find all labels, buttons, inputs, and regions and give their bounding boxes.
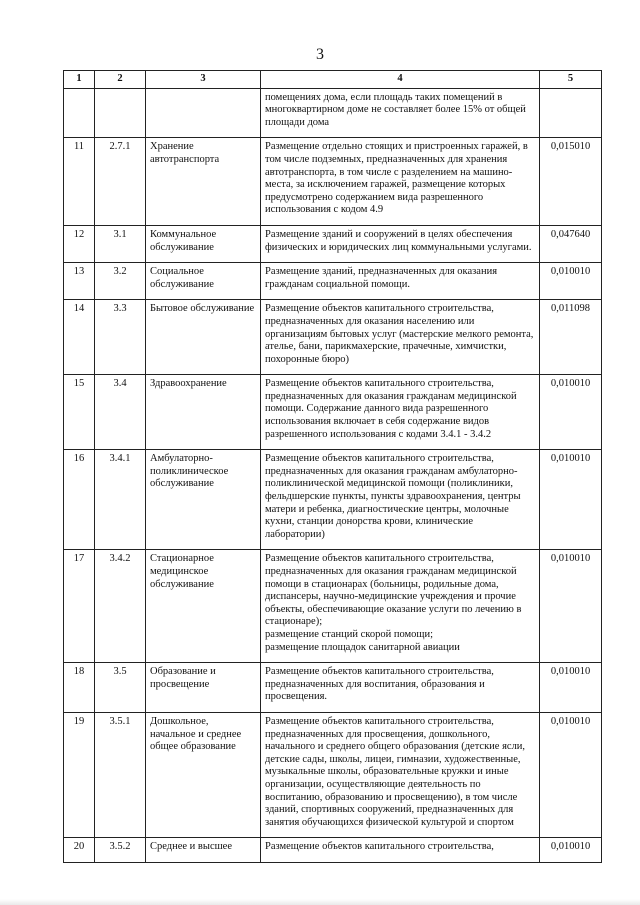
cell-name: Образование и просвещение	[146, 663, 261, 713]
cell-description: Размещение объектов капитального строительства, предназначенных для оказания гражданам медицинской помощи в стационарах (больницы, родильные дома, диспансеры, научно-медицинские учреждения и прочие объекты, обеспечивающие оказание услуги по лечению в стационаре); размещение станций скорой помощи; размещение площадок санитарной авиации	[261, 550, 540, 663]
cell-name: Здравоохранение	[146, 375, 261, 450]
column-header: 4	[261, 71, 540, 89]
cell-value: 0,010010	[540, 712, 602, 837]
cell-code: 3.5.2	[95, 838, 146, 863]
cell-description: Размещение объектов капитального строительства, предназначенных для просвещения, дошкольного, начального и среднего общего образования (детские ясли, детские сады, школы, лицеи, гимназии, художественные, музыкальные школы, образовательные кружки и иные организации, осуществляющие деятельность по воспитанию, образованию и просвещению), в том числе зданий, спортивных сооружений, предназначенных для занятия обучающихся физической культурой и спортом	[261, 712, 540, 837]
cell-num: 16	[64, 450, 95, 550]
cell-value: 0,010010	[540, 450, 602, 550]
cell-description: Размещение объектов капитального строительства, предназначенных для оказания гражданам амбулаторно-поликлинической медицинской помощи (поликлиники, фельдшерские пункты, пункты здравоохранения, центры матери и ребенка, диагностические центры, молочные кухни, станции донорства крови, клинические лаборатории)	[261, 450, 540, 550]
table-row	[64, 263, 602, 300]
cell-description: Размещение объектов капитального строительства,	[261, 838, 540, 863]
cell-code	[95, 88, 146, 138]
cell-code: 3.4.2	[95, 550, 146, 663]
cell-num: 12	[64, 225, 95, 262]
page-number: 3	[316, 46, 324, 63]
cell-num: 20	[64, 838, 95, 863]
scan-edge	[0, 899, 640, 905]
cell-name: Коммунальное обслуживание	[146, 225, 261, 262]
column-header: 3	[146, 71, 261, 89]
cell-description: Размещение отдельно стоящих и пристроенных гаражей, в том числе подземных, предназначенных для хранения автотранспорта, в том числе с разделением на машино-места, за исключением гаражей, размещение которых предусмотрено содержанием вида разрешенного использования с кодом 4.9	[261, 138, 540, 226]
cell-value: 0,010010	[540, 550, 602, 663]
cell-code: 3.5.1	[95, 712, 146, 837]
cell-num: 19	[64, 712, 95, 837]
cell-name: Бытовое обслуживание	[146, 300, 261, 375]
cell-value: 0,011098	[540, 300, 602, 375]
table-row	[64, 225, 602, 262]
table-row	[64, 712, 602, 837]
cell-description: помещениях дома, если площадь таких помещений в многоквартирном доме не составляет более 15% от общей площади дома	[261, 88, 540, 138]
cell-num: 13	[64, 263, 95, 300]
cell-name: Социальное обслуживание	[146, 263, 261, 300]
cell-code: 3.4	[95, 375, 146, 450]
table-row	[64, 375, 602, 450]
cell-name: Стационарное медицинское обслуживание	[146, 550, 261, 663]
cell-code: 3.4.1	[95, 450, 146, 550]
table-row	[64, 88, 602, 138]
table-row	[64, 450, 602, 550]
table-row	[64, 838, 602, 863]
cell-value: 0,010010	[540, 375, 602, 450]
cell-num: 14	[64, 300, 95, 375]
table-row	[64, 663, 602, 713]
land-use-table	[63, 70, 602, 863]
cell-description: Размещение зданий, предназначенных для оказания гражданам социальной помощи.	[261, 263, 540, 300]
cell-description: Размещение объектов капитального строительства, предназначенных для воспитания, образования и просвещения.	[261, 663, 540, 713]
cell-code: 3.5	[95, 663, 146, 713]
cell-value	[540, 88, 602, 138]
cell-code: 3.3	[95, 300, 146, 375]
cell-num	[64, 88, 95, 138]
cell-code: 2.7.1	[95, 138, 146, 226]
cell-value: 0,015010	[540, 138, 602, 226]
cell-num: 11	[64, 138, 95, 226]
table-row	[64, 300, 602, 375]
cell-description: Размещение объектов капитального строительства, предназначенных для оказания гражданам медицинской помощи. Содержание данного вида разрешенного использования включает в себя содержание видов разрешенного использования с кодами 3.4.1 - 3.4.2	[261, 375, 540, 450]
cell-num: 18	[64, 663, 95, 713]
cell-description: Размещение зданий и сооружений в целях обеспечения физических и юридических лиц коммунальными услугами.	[261, 225, 540, 262]
cell-name: Среднее и высшее	[146, 838, 261, 863]
table-header-row	[64, 71, 602, 89]
cell-name: Хранение автотранспорта	[146, 138, 261, 226]
column-header: 2	[95, 71, 146, 89]
cell-value: 0,010010	[540, 663, 602, 713]
table-row	[64, 138, 602, 226]
column-header: 5	[540, 71, 602, 89]
cell-num: 17	[64, 550, 95, 663]
column-header: 1	[64, 71, 95, 89]
cell-value: 0,010010	[540, 263, 602, 300]
cell-name	[146, 88, 261, 138]
cell-num: 15	[64, 375, 95, 450]
cell-name: Амбулаторно-поликлиническое обслуживание	[146, 450, 261, 550]
cell-value: 0,047640	[540, 225, 602, 262]
cell-code: 3.2	[95, 263, 146, 300]
table-row	[64, 550, 602, 663]
cell-code: 3.1	[95, 225, 146, 262]
cell-name: Дошкольное, начальное и среднее общее образование	[146, 712, 261, 837]
cell-value: 0,010010	[540, 838, 602, 863]
cell-description: Размещение объектов капитального строительства, предназначенных для оказания населению или организациям бытовых услуг (мастерские мелкого ремонта, ателье, бани, парикмахерские, прачечные, химчистки, похоронные бюро)	[261, 300, 540, 375]
